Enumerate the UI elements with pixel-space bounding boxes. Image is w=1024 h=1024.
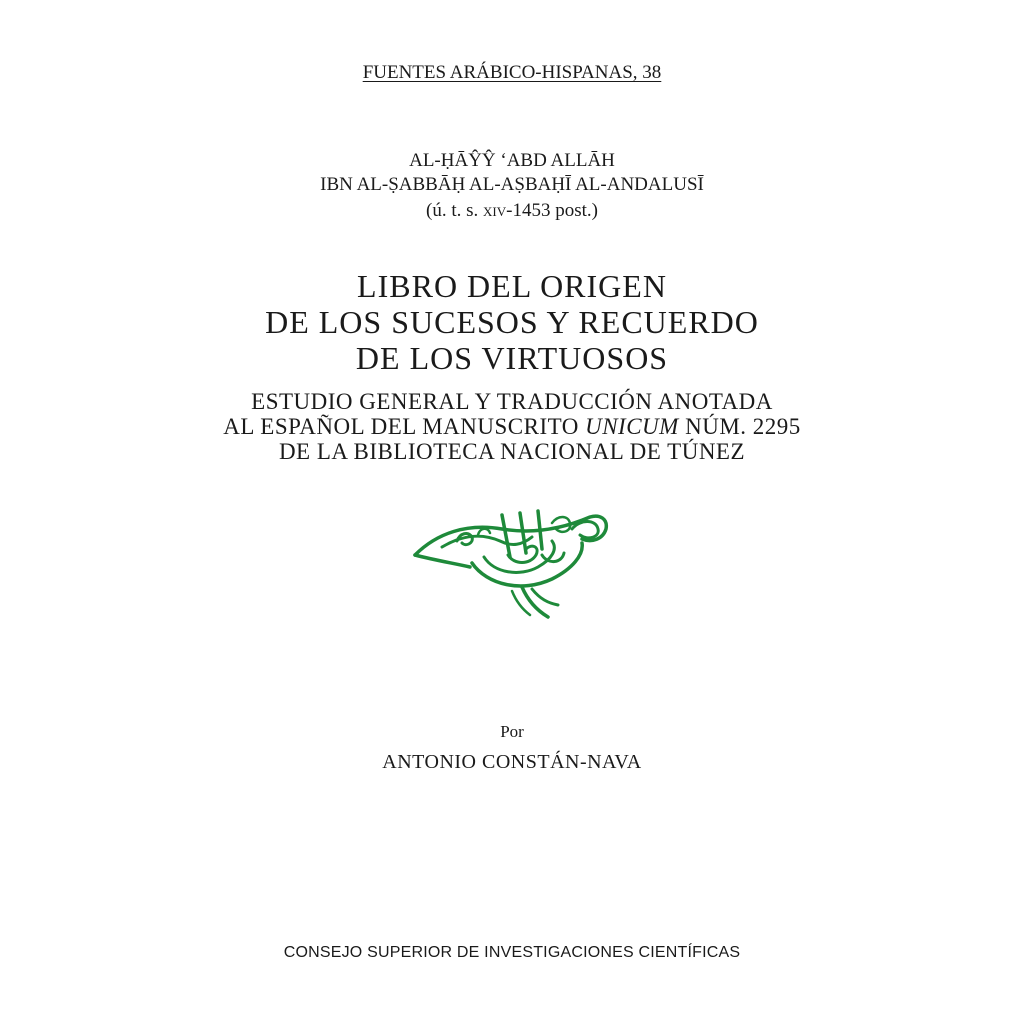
author-dates bbox=[0, 199, 1024, 223]
subtitle-line-3: DE LA BIBLIOTECA NACIONAL DE TÚNEZ bbox=[278, 439, 746, 464]
author-name-line-2: IBN AL-ṢABBĀḤ AL-AṢBAḤĪ AL-ANDALUSĪ bbox=[320, 174, 704, 195]
book-title-line-2: DE LOS SUCESOS Y RECUERDO bbox=[265, 304, 759, 340]
author-dates-suffix: -1453 post.) bbox=[506, 200, 598, 221]
subtitle-line-2-start: AL ESPAÑOL DEL MANUSCRITO bbox=[223, 414, 586, 439]
book-title-line-1: LIBRO DEL ORIGEN bbox=[357, 268, 667, 304]
subtitle-line-2-end: NÚM. 2295 bbox=[678, 414, 801, 439]
subtitle-line-1: ESTUDIO GENERAL Y TRADUCCIÓN ANOTADA bbox=[251, 389, 773, 414]
series-title: FUENTES ARÁBICO-HISPANAS, 38 bbox=[362, 62, 662, 83]
subtitle-unicum: UNICUM bbox=[585, 414, 679, 439]
by-label: Por bbox=[500, 722, 524, 741]
book-title-line-3: DE LOS VIRTUOSOS bbox=[355, 340, 669, 376]
author-dates-century: xiv bbox=[483, 200, 507, 221]
author-name-line-1: AL-ḤĀŶŶ ‘ABD ALLĀH bbox=[409, 150, 615, 171]
subtitle-line-2 bbox=[0, 414, 1024, 439]
translator-name: ANTONIO CONSTÁN-NAVA bbox=[382, 751, 642, 773]
publisher-name: CONSEJO SUPERIOR DE INVESTIGACIONES CIENTÍFICAS bbox=[283, 944, 741, 961]
bird-calligraphy-icon bbox=[412, 505, 612, 623]
author-dates-prefix: (ú. t. s. bbox=[426, 200, 484, 221]
